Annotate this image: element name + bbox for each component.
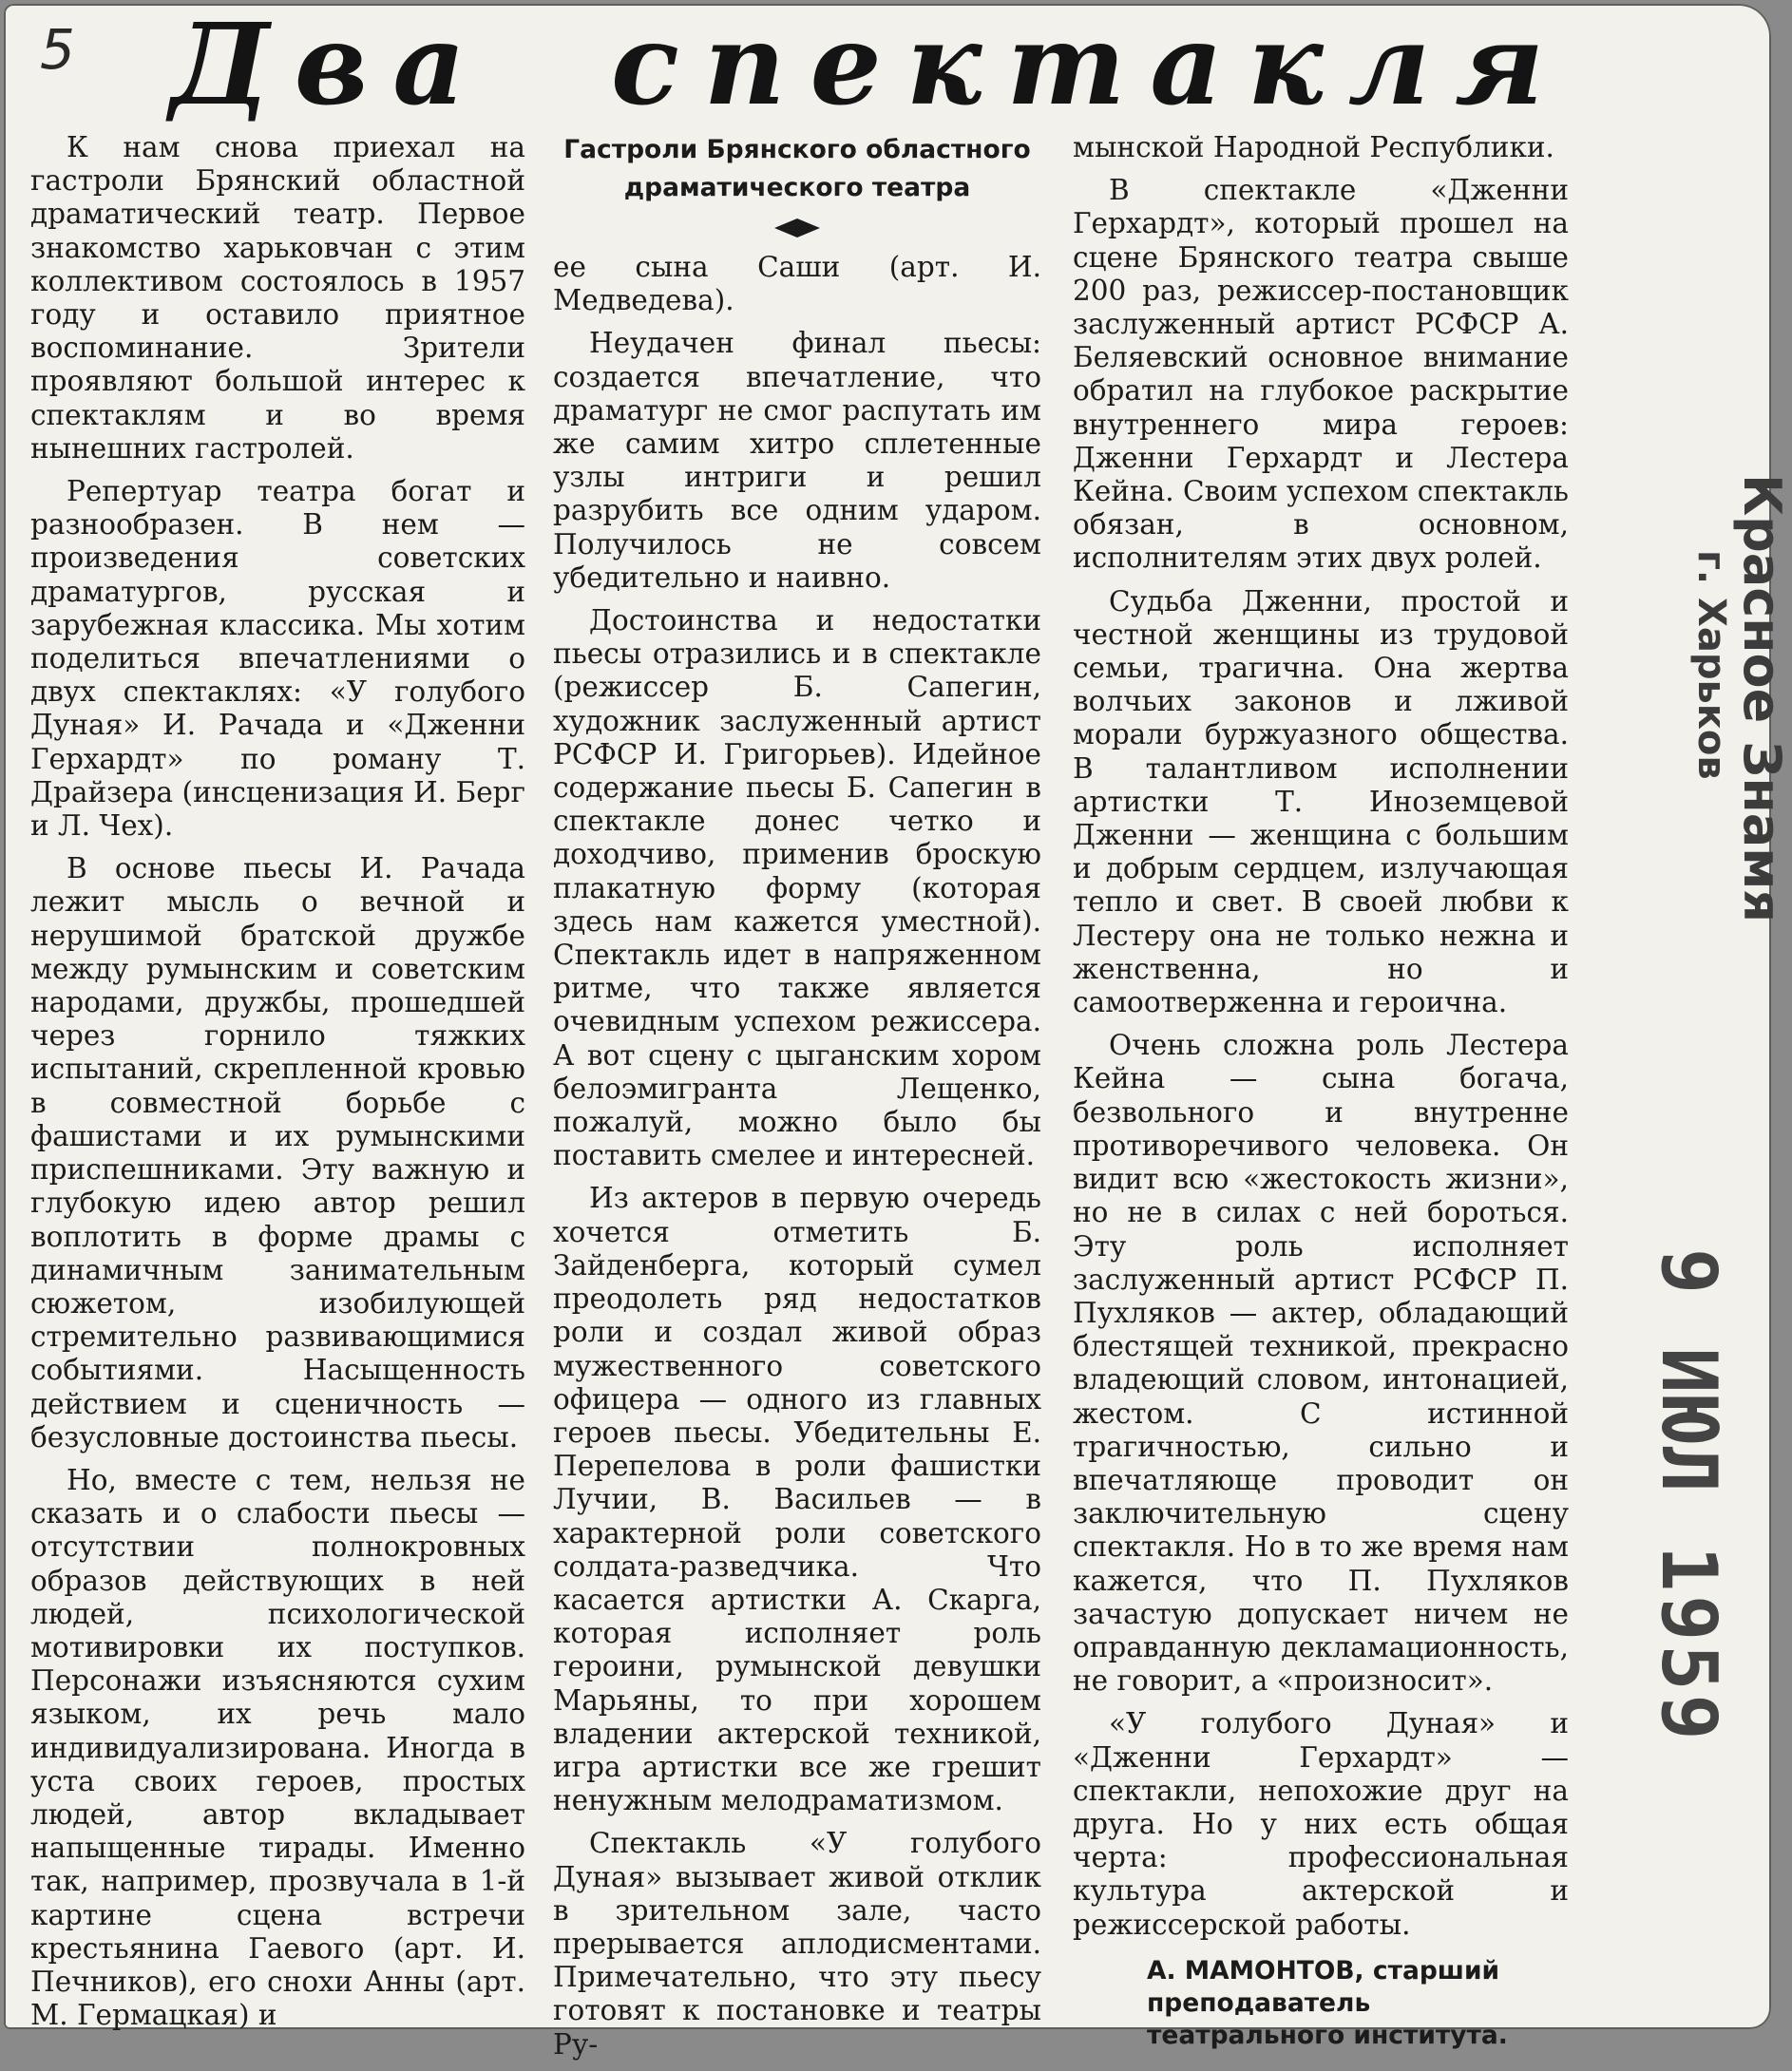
- city-stamp: г. Харьков: [1689, 550, 1733, 780]
- paragraph: К нам снова приехал на гастроли Брянский областной драматический театр. Первое знакомство харьковчан с этим коллективом состоялось в 1957 году и оставило приятное воспоминание. Зрители проявляют большой интерес к спектаклям и во время нынешних гастролей.: [30, 131, 525, 465]
- paragraph: В основе пьесы И. Рачада лежит мысль о вечной и нерушимой братской дружбе между румынским и советским народами, дружбы, прошедшей через горнило тяжких испытаний, скрепленной кровью в совместной борьбе с фашистами и их румынскими приспешниками. Эту важную и глубокую идею автор решил воплотить в форме драмы с динамичным занимательным сюжетом, изобилующей стремительно развивающимися событиями. Насыщенность действием и сценичность — безусловные достоинства пьесы.: [30, 852, 525, 1454]
- subheading-line-2: драматического театра: [623, 173, 971, 202]
- paragraph: Из актеров в первую очередь хочется отметить Б. Зайденберга, который сумел преодолеть ряд недостатков роли и создал живой образ мужественного советского офицера — одного из главных героев пьесы. Убедительны Е. Перепелова в роли фашистки Лучии, В. Васильев — в характерной роли советского солдата-разведчика. Что касается артистки А. Скарга, которая исполняет роль героини, румынской девушки Марьяны, то при хорошем владении актерской техникой, игра артистки все же грешит ненужным мелодраматизмом.: [553, 1182, 1041, 1817]
- column-2: [553, 131, 1041, 2071]
- column-3: [1073, 131, 1569, 2052]
- paragraph: мынской Народной Республики.: [1073, 131, 1554, 163]
- paragraph: Спектакль «У голубого Дуная» вызывает живой отклик в зрительном зале, часто прерывается аплодисментами. Примечательно, что эту пьесу готовят к постановке и театры Ру-: [553, 1827, 1041, 2061]
- paragraph: Репертуар театра богат и разнообразен. В нем — произведения советских драматургов, русская и зарубежная классика. Мы хотим поделиться впечатлениями о двух спектаклях: «У голубого Дуная» И. Рачада и «Дженни Герхардт» по роману Т. Драйзера (инсценизация И. Берг и Л. Чех).: [30, 475, 525, 843]
- pencil-mark: 5: [40, 17, 75, 82]
- diamond-ornament-icon: [774, 218, 820, 238]
- paragraph: В спектакле «Дженни Герхардт», который прошел на сцене Брянского театра свыше 200 раз, режиссер-постановщик заслуженный артист РСФСР А. Беляевский основное внимание обратил на глубокое раскрытие внутреннего мира героев: Дженни Герхардт и Лестера Кейна. Своим успехом спектакль обязан, в основном, исполнителям этих двух ролей.: [1073, 174, 1569, 575]
- author-title: старший преподаватель театрального института.: [1147, 1955, 1508, 2050]
- paragraph: Достоинства и недостатки пьесы отразились и в спектакле (режиссер Б. Сапегин, художник заслуженный артист РСФСР И. Григорьев). Идейное содержание пьесы Б. Сапегин в спектакле донес четко и доходчиво, применив броскую плакатную форму (которая здесь нам кажется уместной). Спектакль идет в напряженном ритме, что также является очевидным успехом режиссера. А вот сцену с цыганским хором белоэмигранта Лещенко, пожалуй, можно было бы поставить смелее и интересней.: [553, 604, 1041, 1172]
- newspaper-stamp: Красное Знамя: [1732, 474, 1792, 922]
- paragraph: Но, вместе с тем, нельзя не сказать и о слабости пьесы — отсутствии полнокровных образов действующих в ней людей, психологической мотивировки их поступков. Персонажи изъясняются сухим языком, их речь мало индивидуализирована. Иногда в уста своих героев, простых людей, автор вкладывает напыщенные тирады. Именно так, например, прозвучала в 1-й картине сцена встречи крестьянина Гаевого (арт. И. Печников), его снохи Анны (арт. М. Гермацкая) и: [30, 1463, 525, 2032]
- paragraph: «У голубого Дуная» и «Дженни Герхардт» — спектакли, непохожие друг на друга. Но у них есть общая черта: профессиональная культура актерской и режиссерской работы.: [1073, 1707, 1569, 1941]
- headline: Два спектакля: [170, 0, 1569, 130]
- author-name: А. МАМОНТОВ,: [1147, 1955, 1364, 1986]
- paragraph: ее сына Саши (арт. И. Медведева).: [553, 251, 1041, 317]
- paragraph: Судьба Дженни, простой и честной женщины из трудовой семьи, трагична. Она жертва волчьих законов и лживой морали буржуазного общества. В талантливом исполнении артистки Т. Иноземцевой Дженни — женщина с большим и добрым сердцем, излучающая тепло и свет. В своей любви к Лестеру она не только нежна и женственна, но и самоотверженна и героична.: [1073, 584, 1569, 1019]
- column-1: [30, 131, 525, 2042]
- subheading-line-1: Гастроли Брянского областного: [563, 135, 1031, 164]
- author-signature: [1147, 1955, 1569, 2052]
- subheading: [553, 131, 1041, 207]
- date-stamp: 9 ИЮЛ 1959: [1645, 1248, 1733, 1744]
- paragraph: Очень сложна роль Лестера Кейна — сына богача, безвольного и внутренне противоречивого человека. Он видит всю «жестокость жизни», но не в силах с ней бороться. Эту роль исполняет заслуженный артист РСФСР П. Пухляков — актер, обладающий блестящей техникой, прекрасно владеющий словом, интонацией, жестом. С истинной трагичностью, сильно и впечатляюще проводит он заключительную сцену спектакля. Но в то же время нам кажется, что П. Пухляков зачастую допускает ничем не оправданную декламационность, не говорит, а «произносит».: [1073, 1029, 1569, 1698]
- paragraph: Неудачен финал пьесы: создается впечатление, что драматург не смог распутать им же самим хитро сплетенные узлы интриги и решил разрубить все одним ударом. Получилось не совсем убедительно и наивно.: [553, 327, 1041, 594]
- newspaper-clipping: [4, 0, 1792, 2061]
